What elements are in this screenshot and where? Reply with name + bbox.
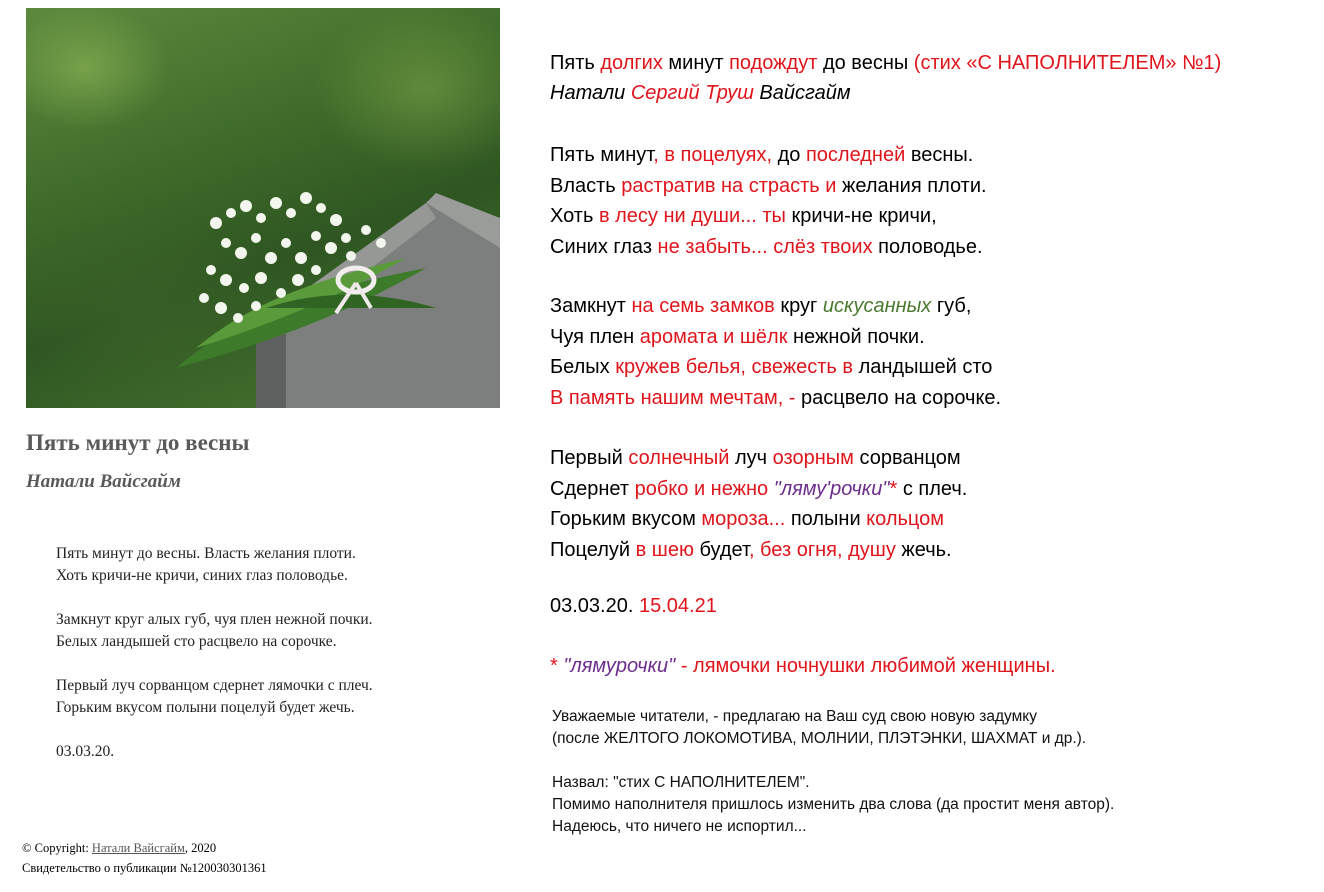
poem-stanza bbox=[56, 675, 496, 719]
text: Власть bbox=[550, 174, 622, 197]
insert: на семь замков bbox=[631, 295, 775, 317]
bouquet-illustration bbox=[26, 8, 500, 408]
copyright-block bbox=[22, 838, 267, 878]
title-part: Пять bbox=[550, 52, 601, 74]
insert: робко и нежно bbox=[634, 477, 774, 500]
poem-line bbox=[550, 140, 987, 171]
text: Синих глаз bbox=[550, 235, 658, 258]
author-edit: "ляму'рочки" bbox=[773, 477, 890, 500]
poem-line: Замкнут круг алых губ, чуя плен нежной почки. bbox=[56, 611, 373, 628]
poem-date bbox=[56, 741, 496, 763]
footnote-text: - лямочки ночнушки любимой женщины. bbox=[675, 655, 1056, 677]
poem-line bbox=[550, 474, 967, 505]
insert: кольцом bbox=[866, 508, 945, 530]
comment-line: (после ЖЕЛТОГО ЛОКОМОТИВА, МОЛНИИ, ПЛЭТЭНКИ, ШАХМАТ и др.). bbox=[552, 730, 1087, 747]
poem-line: Пять минут до весны. Власть желания плоти. bbox=[56, 545, 356, 562]
poem-author: Натали Вайсгайм bbox=[26, 471, 181, 492]
text: расцвело на сорочке. bbox=[795, 386, 1002, 409]
insert: солнечный bbox=[628, 447, 730, 469]
author-comment bbox=[552, 706, 1114, 838]
author-part: Вайсгайм bbox=[753, 82, 851, 104]
comment-line: Помимо наполнителя пришлось изменить два слова (да простит меня автор). bbox=[552, 796, 1115, 813]
text: желания плоти. bbox=[836, 174, 987, 197]
poem-line: Белых ландышей сто расцвело на сорочке. bbox=[56, 633, 337, 650]
insert: в лесу ни души... ты bbox=[598, 205, 786, 227]
poem-line: 03.03.20. bbox=[56, 743, 115, 760]
author-link[interactable]: Натали Вайсгайм bbox=[91, 841, 185, 855]
text: ландышей сто bbox=[853, 356, 993, 378]
footnote bbox=[550, 655, 1056, 678]
text: кричи-не кричи, bbox=[785, 205, 937, 227]
footnote-mark: * bbox=[889, 477, 898, 500]
poem-line: Хоть кричи-не кричи, синих глаз половодье. bbox=[56, 567, 348, 584]
author-edit: искусанных bbox=[822, 295, 932, 317]
text: с плеч. bbox=[897, 477, 968, 500]
text: круг bbox=[774, 295, 823, 317]
text: полыни bbox=[785, 508, 867, 530]
poem-line: Горьким вкусом полыни поцелуй будет жечь. bbox=[56, 699, 355, 716]
filled-stanza-2 bbox=[550, 291, 1001, 413]
text: губ, bbox=[931, 295, 972, 317]
title-part: до весны bbox=[817, 52, 914, 74]
filled-poem-title bbox=[550, 52, 1221, 75]
insert: , без огня, душу bbox=[748, 538, 896, 561]
insert: растратив на страсть и bbox=[621, 174, 837, 197]
publication-certificate: Свидетельство о публикации №120030301361 bbox=[22, 861, 267, 875]
insert: аромата и шёлк bbox=[639, 325, 788, 348]
poem-stanza bbox=[56, 609, 496, 653]
poem-line bbox=[550, 352, 1001, 383]
title-insert: долгих bbox=[600, 52, 663, 74]
poem-line bbox=[550, 535, 967, 566]
title-part: минут bbox=[662, 52, 730, 74]
insert: мороза... bbox=[701, 508, 786, 530]
text: Замкнут bbox=[550, 295, 632, 317]
poem-stanza bbox=[56, 543, 496, 587]
text: сорванцом bbox=[853, 447, 961, 469]
lily-of-the-valley-photo bbox=[26, 8, 500, 408]
text: жечь. bbox=[895, 538, 952, 561]
poem-title: Пять минут до весны bbox=[26, 430, 250, 455]
text: будет bbox=[693, 538, 749, 561]
insert: последней bbox=[805, 144, 906, 166]
text: до bbox=[772, 144, 806, 166]
text: Пять минут bbox=[550, 144, 654, 166]
copyright-prefix: © Copyright: bbox=[22, 841, 92, 855]
filled-poem-authors bbox=[550, 82, 851, 105]
filled-poem-dates bbox=[550, 595, 717, 618]
comment-line: Надеюсь, что ничего не испортил... bbox=[552, 818, 807, 835]
poem-line bbox=[550, 443, 967, 474]
insert: не забыть... слёз твоих bbox=[657, 235, 873, 258]
poem-line bbox=[550, 291, 1001, 322]
poem-line bbox=[550, 383, 1001, 414]
comment-line: Уважаемые читатели, - предлагаю на Ваш суд свою новую задумку bbox=[552, 708, 1037, 725]
text: Хоть bbox=[550, 205, 599, 227]
title-insert: подождут bbox=[729, 52, 818, 74]
filled-stanza-3 bbox=[550, 443, 967, 565]
poem-line: Первый луч сорванцом сдернет лямочки с плеч. bbox=[56, 677, 373, 694]
text: Первый bbox=[550, 447, 629, 469]
text: половодье. bbox=[872, 235, 983, 258]
poem-line bbox=[550, 322, 1001, 353]
author-part: Натали bbox=[550, 82, 631, 104]
insert: озорным bbox=[772, 447, 854, 469]
comment-line: Назвал: "стих С НАПОЛНИТЕЛЕМ". bbox=[552, 774, 810, 791]
poem-line bbox=[550, 232, 987, 263]
insert: кружев белья, свежесть в bbox=[615, 356, 854, 378]
poem-line bbox=[550, 504, 967, 535]
text: луч bbox=[729, 447, 773, 469]
footnote-mark: * bbox=[550, 655, 564, 677]
filled-stanza-1 bbox=[550, 140, 987, 262]
insert: В память нашим мечтам, - bbox=[550, 386, 796, 409]
copyright-line bbox=[22, 838, 267, 858]
comment-gap bbox=[552, 750, 1114, 772]
insert: в шею bbox=[635, 538, 694, 561]
poem-line bbox=[550, 201, 987, 232]
title-insert: (стих «С НАПОЛНИТЕЛЕМ» №1) bbox=[913, 52, 1222, 74]
text: весны. bbox=[905, 144, 974, 166]
original-poem bbox=[56, 543, 496, 785]
text: Горьким вкусом bbox=[550, 508, 702, 530]
insert: , в поцелуях, bbox=[653, 144, 773, 166]
text: нежной почки. bbox=[787, 325, 925, 348]
poem-line bbox=[550, 171, 987, 202]
text: Сдернет bbox=[550, 477, 635, 500]
text: Поцелуй bbox=[550, 538, 636, 561]
text: Чуя плен bbox=[550, 325, 640, 348]
footnote-term: "лямурочки" bbox=[563, 655, 676, 677]
copyright-year: , 2020 bbox=[184, 841, 217, 855]
author-insert: Сергий Труш bbox=[630, 82, 754, 104]
original-date: 03.03.20. bbox=[550, 595, 639, 617]
revision-date: 15.04.21 bbox=[638, 595, 717, 617]
text: Белых bbox=[550, 356, 616, 378]
